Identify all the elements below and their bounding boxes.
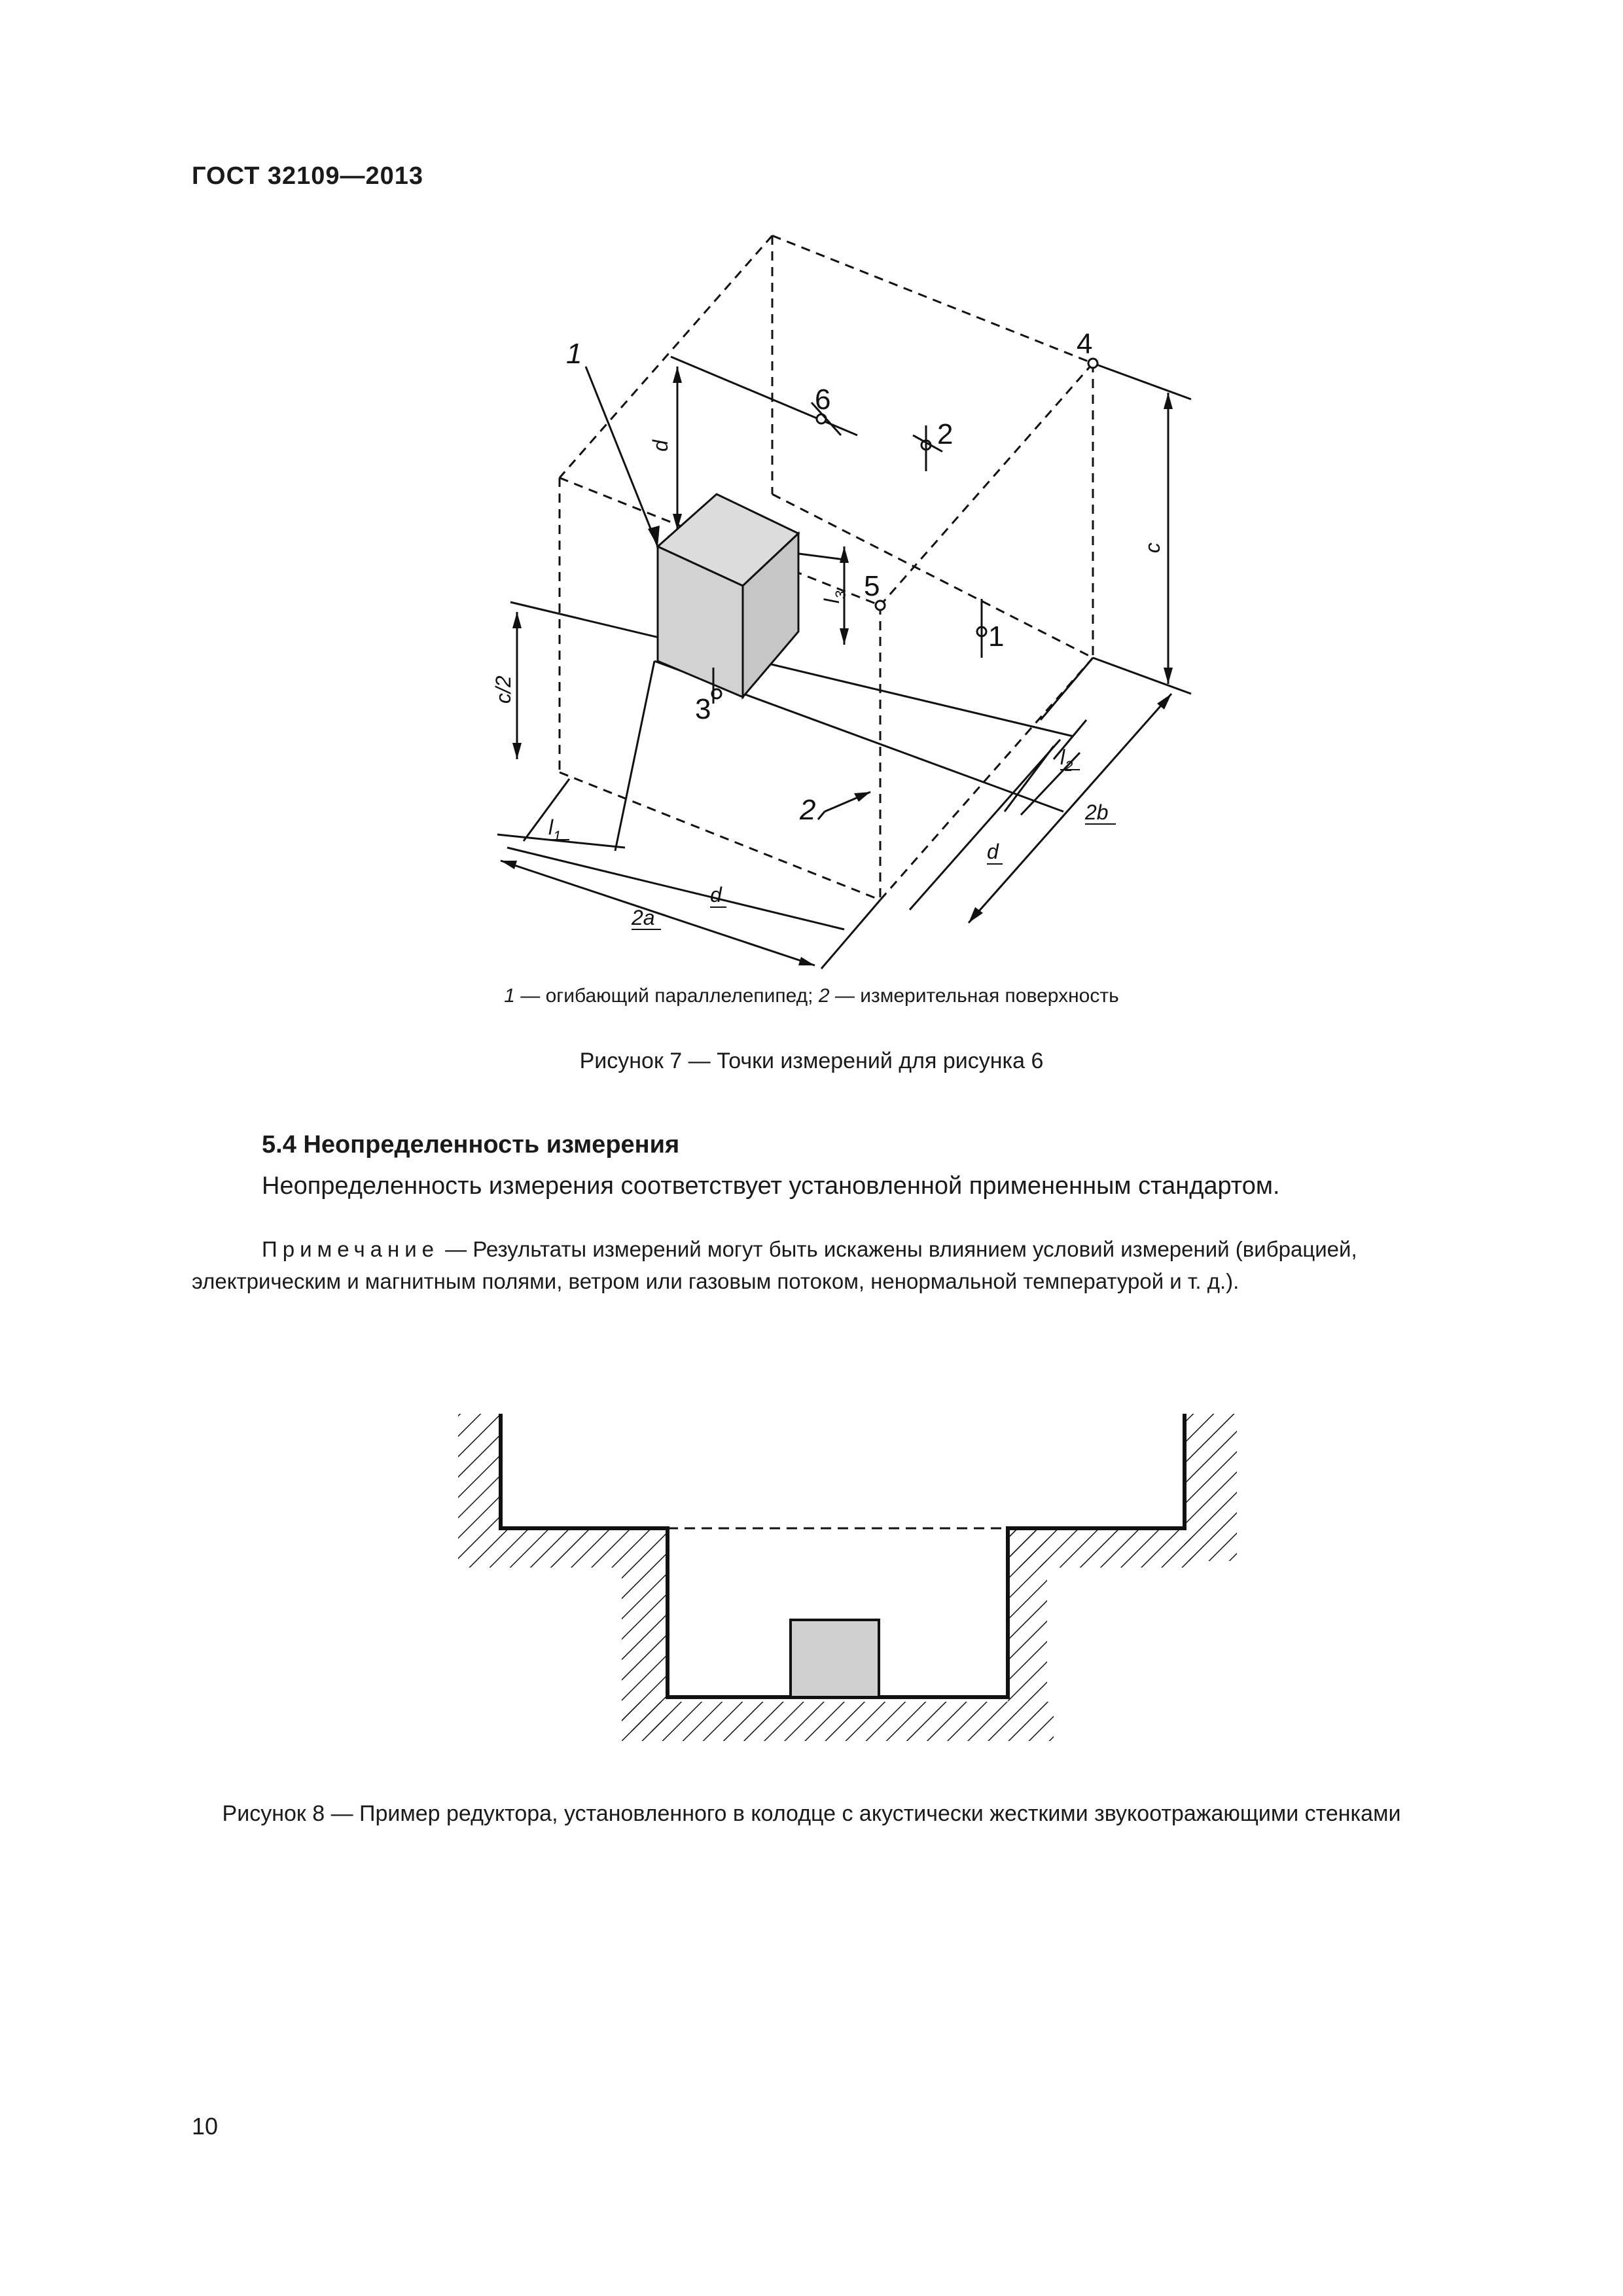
page-number: 10 [192, 2113, 219, 2140]
fig7-callout-1: 1 [566, 338, 582, 370]
figure-7-legend [0, 985, 1623, 1007]
legend-text-2: — измерительная поверхность [829, 985, 1119, 1007]
note-text: — Результаты измерений могут быть искажены влиянием условий измерений (вибрацией, электрическим и магнитным полями, ветром или газовым потоком, ненормальной температурой и т. д.). [192, 1237, 1357, 1293]
note-label: Примечание [262, 1237, 440, 1261]
legend-number-2: 2 [818, 985, 830, 1007]
fig7-point-4: 4 [1077, 328, 1093, 360]
figure-7-diagram [458, 223, 1243, 982]
figure-7-caption: Рисунок 7 — Точки измерений для рисунка 6 [579, 1049, 1044, 1073]
legend-text-1: — огибающий параллелепипед; [514, 985, 819, 1007]
fig7-dim-l3-base: l [820, 598, 844, 603]
fig7-point-6: 6 [815, 384, 831, 416]
fig7-dim-l3-sub: 3 [832, 590, 849, 599]
figure-8-caption: Рисунок 8 — Пример редуктора, установленного в колодце с акустически жесткими звукоотражающими стенками [222, 1801, 1401, 1826]
legend-number-1: 1 [504, 985, 515, 1007]
fig7-dim-d-right: d [987, 840, 999, 863]
note-paragraph [192, 1233, 1491, 1297]
fig7-point-1: 1 [988, 620, 1005, 653]
section-heading: 5.4 Неопределенность измерения [262, 1131, 680, 1158]
fig7-dim-l2-sub: 2 [1065, 758, 1073, 774]
fig7-point-2: 2 [937, 418, 954, 450]
fig7-dim-l1-sub: 1 [553, 828, 562, 844]
fig7-dim-d-vertical: d [649, 440, 672, 452]
fig7-dim-l1-base: l [548, 816, 554, 839]
fig7-dim-2a: 2a [632, 906, 655, 929]
fig7-dim-d-bottom: d [710, 883, 722, 906]
document-header: ГОСТ 32109—2013 [192, 162, 424, 190]
fig7-callout-2: 2 [800, 794, 816, 826]
fig7-point-5: 5 [864, 570, 880, 602]
fig7-dim-l2-base: l [1060, 745, 1065, 769]
fig7-dim-c-half: c/2 [491, 675, 515, 704]
fig7-point-3: 3 [695, 693, 711, 725]
fig7-dim-2b: 2b [1085, 800, 1109, 824]
figure-8-diagram [445, 1401, 1263, 1767]
fig7-dim-c: c [1141, 543, 1164, 553]
section-body: Неопределенность измерения соответствует установленной примененным стандартом. [262, 1172, 1280, 1200]
